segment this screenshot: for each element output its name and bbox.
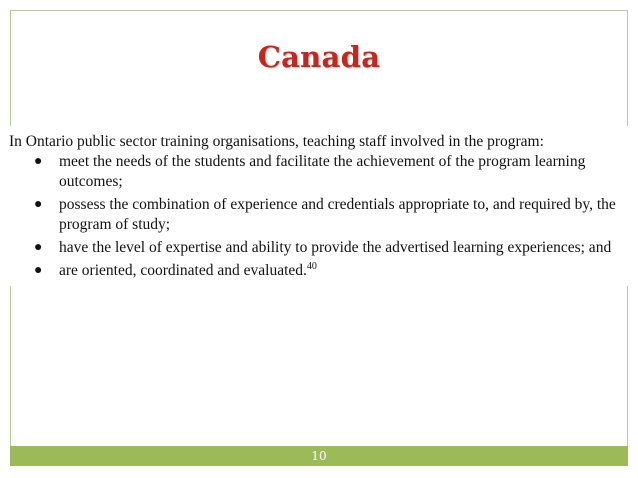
bullet-item [0,195,638,235]
bullet-text: have the level of expertise and ability to provide the advertised learning experiences; and [59,239,612,256]
footnote-reference: 40 [306,261,317,272]
bullet-item [0,152,638,192]
bullet-icon: ● [34,154,43,169]
footer-bar [10,446,628,466]
bullet-text: meet the needs of the students and facilitate the achievement of the program learning outcomes; [59,153,586,190]
bullet-icon: ● [34,197,43,212]
bullet-text: possess the combination of experience and credentials appropriate to, and required by, the program of study; [59,196,616,233]
bullet-text: are oriented, coordinated and evaluated. [59,262,307,279]
bullet-list [0,152,638,284]
page-number: 10 [311,449,327,463]
slide-title: Canada [257,40,381,74]
bullet-item [0,261,638,281]
bullet-item [0,238,638,258]
bullet-icon: ● [34,263,43,278]
intro-text: In Ontario public sector training organisations, teaching staff involved in the program: [9,133,544,150]
content-block [0,126,638,286]
slide-frame-top [10,10,627,11]
bullet-icon: ● [34,240,43,255]
